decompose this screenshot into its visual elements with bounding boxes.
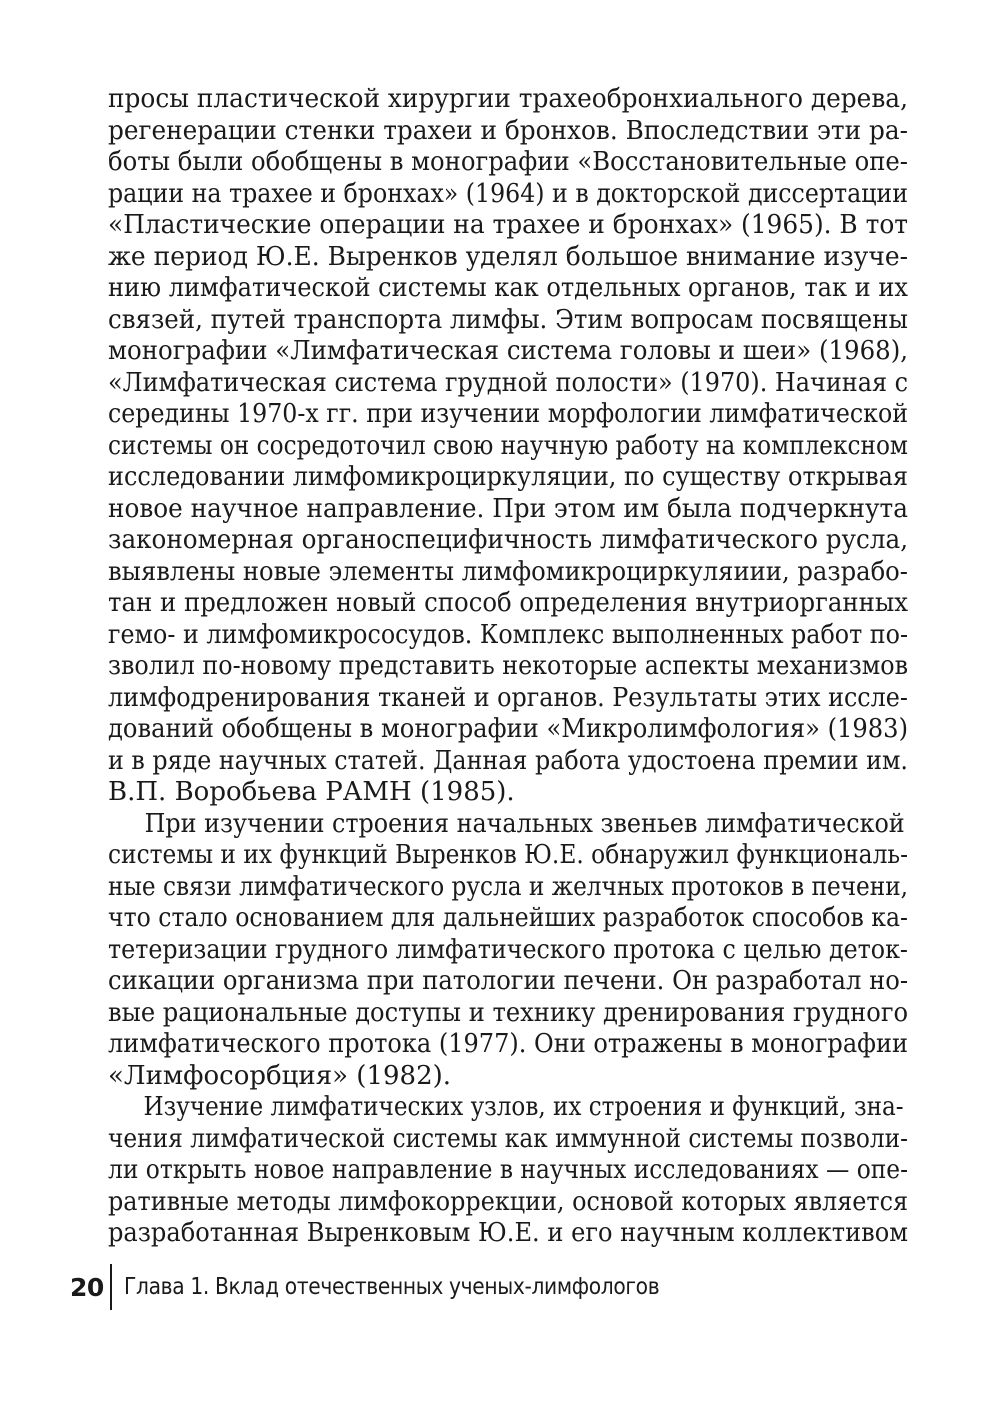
text-line: «Лимфатическая система грудной полости» (1970). Начиная с xyxy=(108,367,909,398)
text-line: зволил по-новому представить некоторые аспекты механизмов xyxy=(108,651,909,681)
text-line: системы и их функций Выренков Ю.Е. обнаружил функциональ- xyxy=(108,840,908,870)
text-line: лимфодренирования тканей и органов. Результаты этих иссле- xyxy=(108,682,908,713)
text-line: гемо- и лимфомикрососудов. Комплекс выполненных работ по- xyxy=(108,619,909,650)
text-line: тан и предложен новый способ определения внутриорганных xyxy=(108,588,909,618)
text-line: что стало основанием для дальнейших разработок способов ка- xyxy=(108,903,909,933)
text-line: закономерная органоспецифичность лимфатического русла, xyxy=(108,525,909,555)
text-line: При изучении строения начальных звеньев лимфатической xyxy=(144,808,905,839)
text-line: монографии «Лимфатическая система головы и шеи» (1968), xyxy=(108,336,909,366)
text-line: «Лимфосорбция» (1982). xyxy=(108,1060,452,1091)
text-line: нию лимфатической системы как отдельных органов, так и их xyxy=(108,273,908,303)
text-line: лимфатического протока (1977). Они отражены в монографии xyxy=(108,1029,909,1059)
page-footer xyxy=(70,1264,732,1310)
text-line: В.П. Воробьева РАМН (1985). xyxy=(108,777,515,807)
footer-divider xyxy=(110,1264,112,1310)
text-line: связей, путей транспорта лимфы. Этим вопросам посвящены xyxy=(108,304,908,335)
text-line: просы пластической хирургии трахеобронхиального дерева, xyxy=(108,84,908,114)
text-line: «Пластические операции на трахее и бронхах» (1965). В тот xyxy=(108,210,909,240)
text-line: же период Ю.Е. Выренков уделял большое внимание изуче- xyxy=(108,241,909,272)
text-line: сикации организма при патологии печени. Он разработал но- xyxy=(108,966,909,996)
paragraph xyxy=(108,809,908,1093)
text-line: и в ряде научных статей. Данная работа удостоена премии им. xyxy=(108,745,908,776)
text-line: выявлены новые элементы лимфомикроциркуляиии, разрабо- xyxy=(108,556,908,587)
text-line: исследовании лимфомикроциркуляции, по существу открывая xyxy=(108,462,909,492)
text-line: тетеризации грудного лимфатического протока с целью деток- xyxy=(108,934,908,965)
text-line: рации на трахее и бронхах» (1964) и в докторской диссертации xyxy=(108,178,908,209)
paragraph xyxy=(108,1092,908,1250)
text-line: чения лимфатической системы как иммунной системы позволи- xyxy=(108,1123,908,1154)
text-line: дований обобщены в монографии «Микролимфология» (1983) xyxy=(108,714,909,744)
text-line: новое научное направление. При этом им была подчеркнута xyxy=(108,493,908,524)
page-number: 20 xyxy=(70,1272,104,1302)
text-line: разработанная Выренковым Ю.Е. и его научным коллективом xyxy=(108,1218,908,1248)
text-line: вые рациональные доступы и технику дренирования грудного xyxy=(108,997,909,1028)
text-line: ративные методы лимфокоррекции, основой которых является xyxy=(108,1186,909,1217)
text-line: ли открыть новое направление в научных исследованиях — опе- xyxy=(108,1155,908,1185)
paragraph xyxy=(108,84,908,809)
running-head: Глава 1. Вклад отечественных ученых-лимфологов xyxy=(124,1274,660,1300)
text-line: регенерации стенки трахеи и бронхов. Впоследствии эти ра- xyxy=(108,115,908,146)
text-line: Изучение лимфатических узлов, их строения и функций, зна- xyxy=(143,1092,904,1122)
body-text xyxy=(108,84,908,1250)
text-line: боты были обобщены в монографии «Восстановительные опе- xyxy=(108,147,909,177)
text-line: середины 1970-х гг. при изучении морфологии лимфатической xyxy=(108,399,909,429)
text-line: системы он сосредоточил свою научную работу на комплексном xyxy=(108,430,908,461)
text-line: ные связи лимфатического русла и желчных протоков в печени, xyxy=(108,871,909,902)
